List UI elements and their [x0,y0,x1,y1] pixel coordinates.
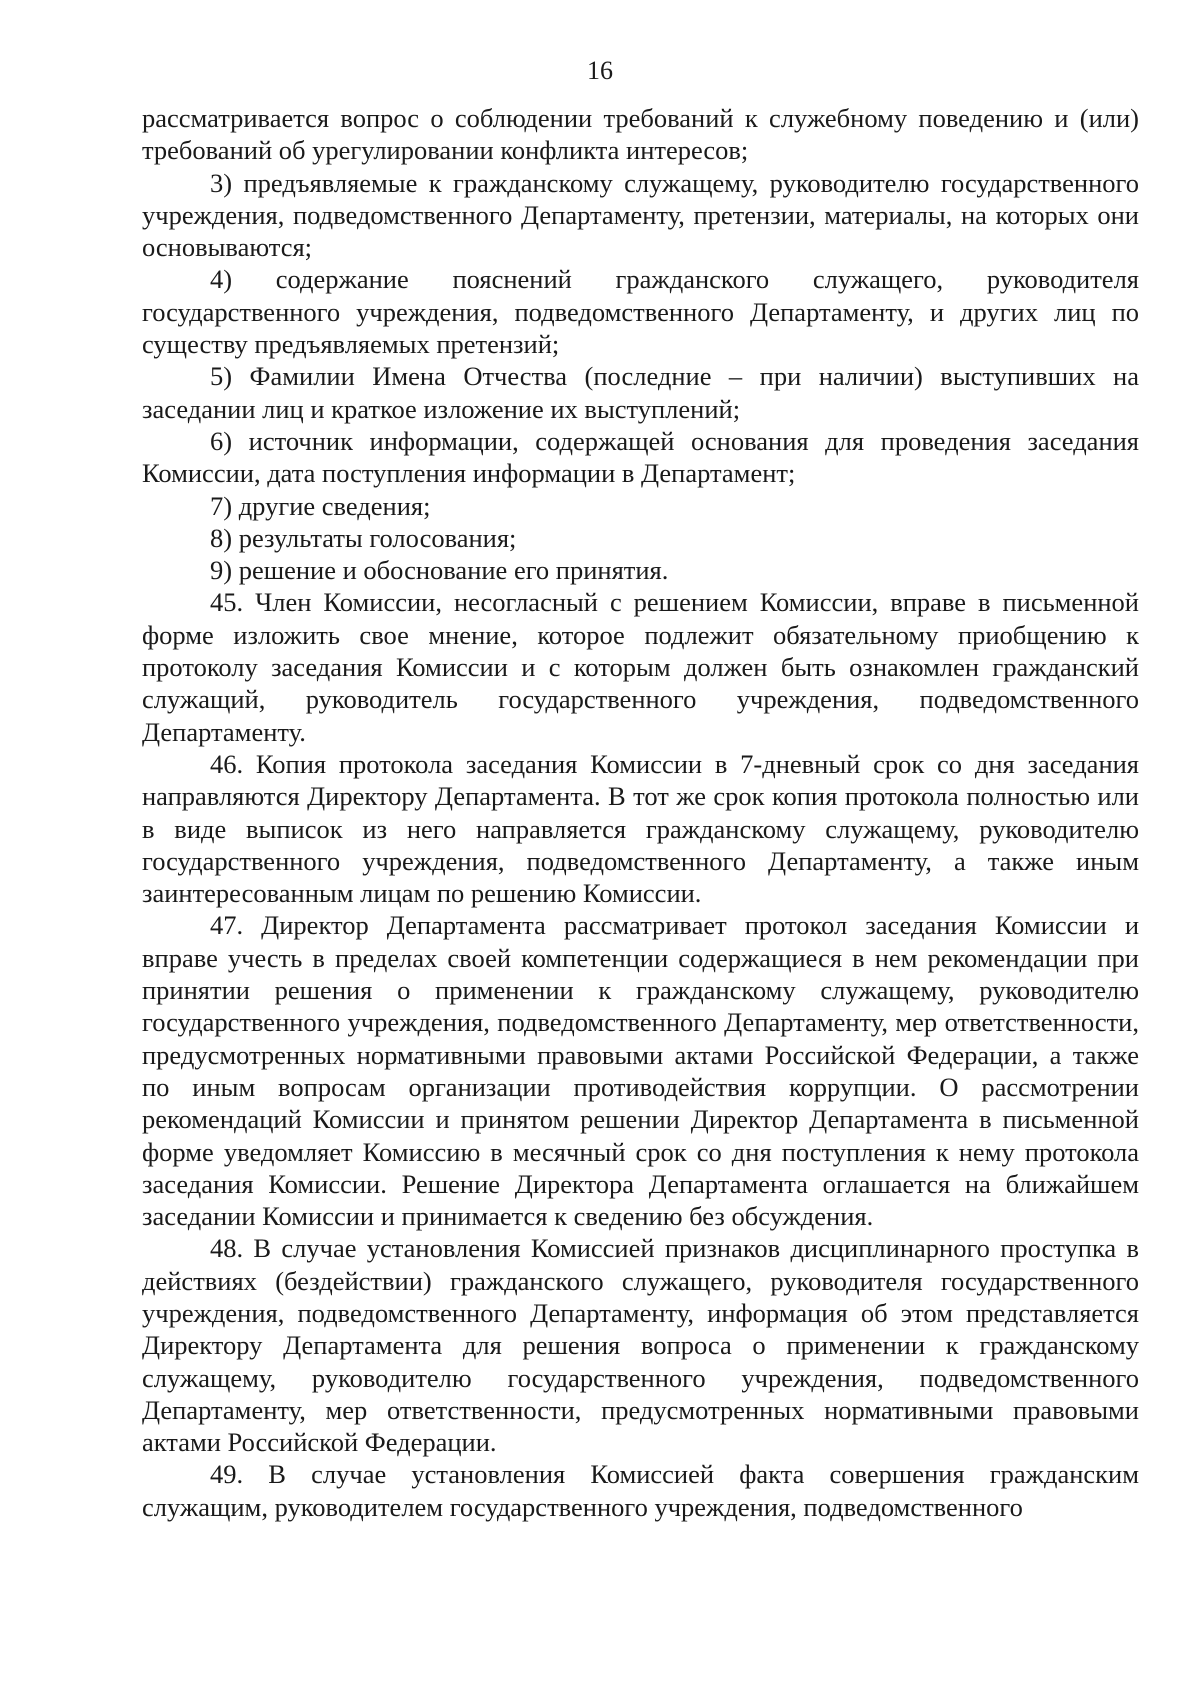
list-item-4: 4) содержание пояснений гражданского служащего, руководителя государственного учреждения, подведомственного Департаменту, и других лиц по существу предъявляемых претензий; [142,264,1139,360]
document-body [142,102,1139,1523]
list-item-6: 6) источник информации, содержащей основания для проведения заседания Комиссии, дата поступления информации в Департамент; [142,425,1139,489]
clause-45: 45. Член Комиссии, несогласный с решением Комиссии, вправе в письменной форме изложить свое мнение, которое подлежит обязательному приобщению к протоколу заседания Комиссии и с которым должен быть ознакомлен гражданский служащий, руководитель государственного учреждения, подведомственного Департаменту. [142,587,1139,747]
list-item-5: 5) Фамилии Имена Отчества (последние – при наличии) выступивших на заседании лиц и краткое изложение их выступлений; [142,361,1139,424]
list-item-8: 8) результаты голосования; [210,522,517,553]
clause-48: 48. В случае установления Комиссией признаков дисциплинарного проступка в действиях (бездействии) гражданского служащего, руководителя государственного учреждения, подведомственного Департаменту, информация об этом представляется Директору Департамента для решения вопроса о применении к гражданскому служащему, руководителю государственного учреждения, подведомственного Департаменту, мер ответственности, предусмотренных нормативными правовыми актами Российской Федерации. [142,1233,1139,1458]
list-item-3: 3) предъявляемые к гражданскому служащему, руководителю государственного учреждения, подведомственного Департаменту, претензии, материалы, на которых они основываются; [142,167,1139,263]
clause-46: 46. Копия протокола заседания Комиссии в 7-дневный срок со дня заседания направляются Директору Департамента. В тот же срок копия протокола полностью или в виде выписок из него направляется гражданскому служащему, руководителю государственного учреждения, подведомственного Департаменту, а также иным заинтересованным лицам по решению Комиссии. [142,748,1139,909]
clause-49: 49. В случае установления Комиссией факта совершения гражданским служащим, руководителем государственного учреждения, подведомственного [142,1459,1139,1522]
page-number: 16 [587,56,613,85]
list-item-7: 7) другие сведения; [210,490,431,521]
clause-47: 47. Директор Департамента рассматривает протокол заседания Комиссии и вправе учесть в пределах своей компетенции содержащиеся в нем рекомендации при принятии решения о применении к гражданскому служащему, руководителю государственного учреждения, подведомственного Департаменту, мер ответственности, предусмотренных нормативными правовыми актами Российской Федерации, а также по иным вопросам организации противодействия коррупции. О рассмотрении рекомендаций Комиссии и принятом решении Директор Департамента в письменной форме уведомляет Комиссию в месячный срок со дня поступления к нему протокола заседания Комиссии. Решение Директора Департамента оглашается на ближайшем заседании Комиссии и принимается к сведению без обсуждения. [142,910,1139,1232]
paragraph-continuation: рассматривается вопрос о соблюдении требований к служебному поведению и (или) требований об урегулировании конфликта интересов; [142,103,1139,166]
list-item-9: 9) решение и обоснование его принятия. [210,555,669,586]
